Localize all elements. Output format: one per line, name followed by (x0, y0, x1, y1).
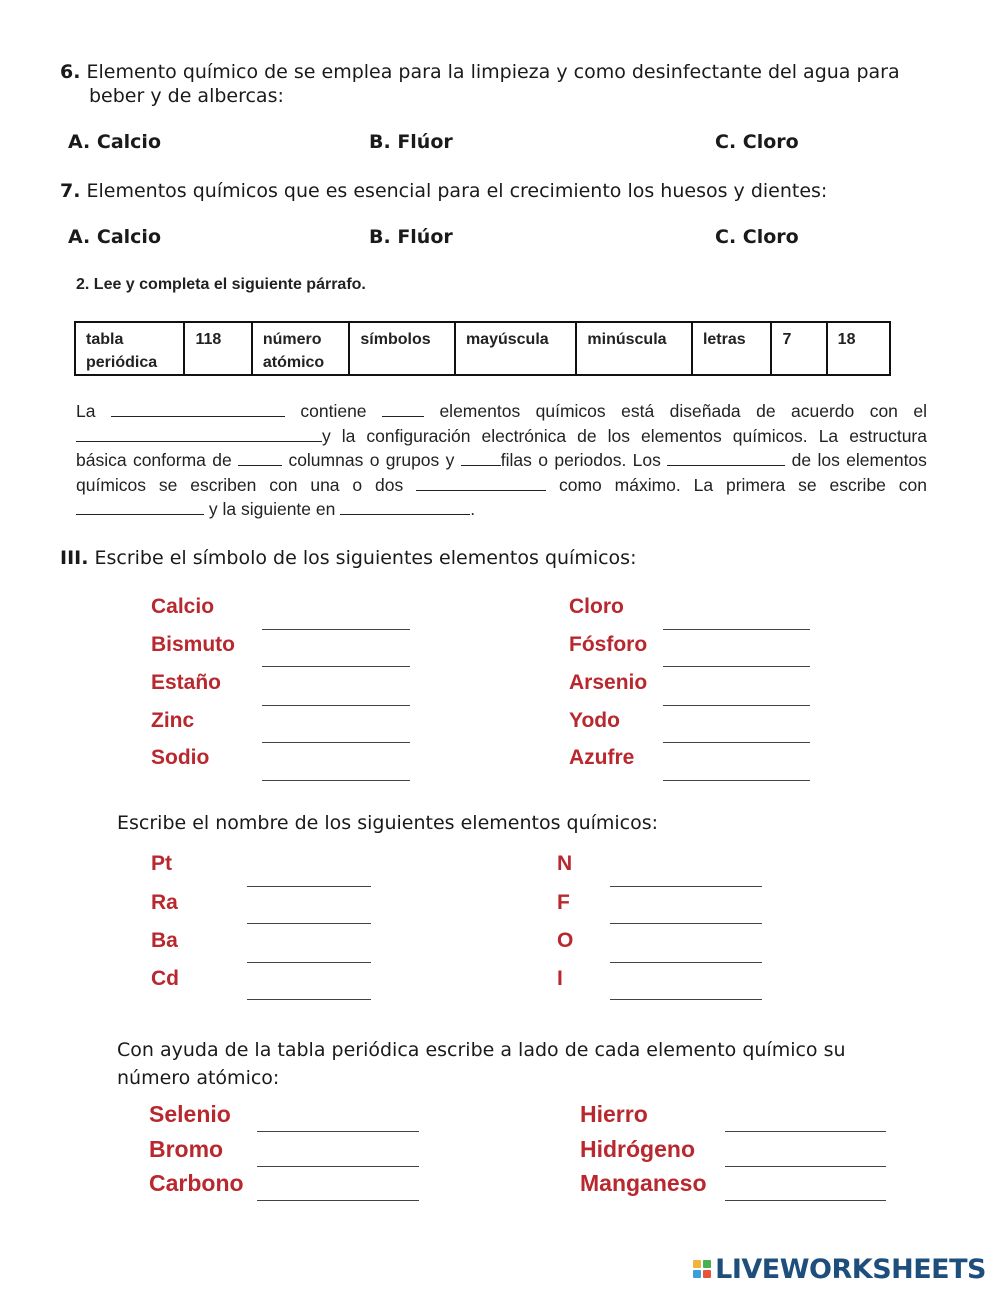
answer-line[interactable] (247, 886, 371, 887)
question-text: Elemento químico de se emplea para la limpieza y como desinfectante del agua para (86, 61, 900, 83)
question-7 (60, 179, 827, 203)
word-bank-cell: mayúscula (455, 322, 576, 375)
answer-line[interactable] (725, 1131, 886, 1132)
answer-line[interactable] (663, 742, 810, 743)
answer-line[interactable] (610, 923, 762, 924)
answer-line[interactable] (262, 780, 410, 781)
answer-line[interactable] (247, 999, 371, 1000)
option-b[interactable]: B. Flúor (369, 226, 453, 248)
answer-line[interactable] (262, 666, 410, 667)
element-symbol: O (557, 929, 574, 952)
answer-line[interactable] (725, 1166, 886, 1167)
element-name: Hierro (580, 1101, 648, 1127)
option-a[interactable]: A. Calcio (68, 226, 161, 248)
blank-field[interactable] (667, 450, 785, 466)
element-name: Selenio (149, 1101, 231, 1127)
element-name: Zinc (151, 709, 195, 732)
option-a[interactable]: A. Calcio (68, 131, 161, 153)
word-bank-cell: 18 (827, 322, 890, 375)
element-name: Yodo (569, 709, 620, 732)
section-2-title: 2. Lee y completa el siguiente párrafo. (76, 276, 366, 293)
blank-field[interactable] (382, 401, 424, 417)
paragraph-text: de los elementos químicos se escriben con una o dos (76, 450, 927, 495)
answer-line[interactable] (663, 780, 810, 781)
element-symbol: Pt (151, 852, 172, 875)
paragraph-text: filas o periodos. Los (500, 450, 661, 470)
blank-field[interactable] (76, 426, 322, 442)
paragraph-text: como (558, 474, 602, 495)
paragraph-text: . (470, 499, 476, 519)
blank-field[interactable] (340, 499, 470, 515)
names-heading: Escribe el nombre de los siguientes elementos químicos: (117, 812, 659, 834)
blank-field[interactable] (238, 450, 282, 466)
blank-field[interactable] (111, 401, 285, 417)
section-numeral: III. (60, 547, 89, 569)
liveworksheets-logo (693, 1253, 986, 1285)
blank-field[interactable] (76, 499, 204, 515)
question-number: 6. (60, 61, 81, 83)
blank-field[interactable] (461, 450, 501, 466)
fill-paragraph (76, 399, 927, 522)
atomic-heading (117, 1036, 917, 1092)
answer-line[interactable] (610, 999, 762, 1000)
answer-line[interactable] (262, 705, 410, 706)
answer-line[interactable] (663, 705, 810, 706)
paragraph-text: máximo. La primera se escribe con (614, 474, 927, 495)
element-symbol: Ba (151, 929, 178, 952)
element-name: Carbono (149, 1170, 244, 1196)
paragraph-text: columnas o grupos y (288, 450, 455, 470)
question-number: 7. (60, 180, 81, 202)
answer-line[interactable] (257, 1166, 419, 1167)
logo-mark-icon (693, 1260, 711, 1278)
element-name: Fósforo (569, 633, 648, 656)
answer-line[interactable] (247, 923, 371, 924)
element-symbol: F (557, 891, 570, 914)
element-name: Estaño (151, 671, 222, 694)
element-name: Manganeso (580, 1170, 707, 1196)
answer-line[interactable] (247, 962, 371, 963)
paragraph-text: y la siguiente en (208, 499, 336, 519)
logo-square (703, 1260, 711, 1268)
option-b[interactable]: B. Flúor (369, 131, 453, 153)
element-name: Azufre (569, 746, 635, 769)
answer-line[interactable] (610, 962, 762, 963)
option-c[interactable]: C. Cloro (715, 131, 799, 153)
answer-line[interactable] (610, 886, 762, 887)
answer-line[interactable] (257, 1200, 419, 1201)
word-bank-cell: 118 (184, 322, 251, 375)
element-name: Bismuto (151, 633, 235, 656)
logo-square (693, 1260, 701, 1268)
answer-line[interactable] (257, 1131, 419, 1132)
paragraph-text: estructura básica conforma de (76, 425, 927, 470)
element-name: Arsenio (569, 671, 648, 694)
element-symbol: I (557, 967, 563, 990)
element-name: Hidrógeno (580, 1136, 695, 1162)
element-name: Calcio (151, 595, 215, 618)
word-bank-cell: minúscula (576, 322, 692, 375)
element-symbol: Ra (151, 891, 178, 914)
logo-square (703, 1270, 711, 1278)
word-bank-cell: símbolos (349, 322, 455, 375)
word-bank-cell: tabla periódica (75, 322, 184, 375)
element-name: Cloro (569, 595, 624, 618)
atomic-heading-line: número atómico: (117, 1067, 280, 1089)
logo-square (693, 1270, 701, 1278)
option-c[interactable]: C. Cloro (715, 226, 799, 248)
element-name: Sodio (151, 746, 210, 769)
answer-line[interactable] (262, 629, 410, 630)
word-bank-cell: número atómico (252, 322, 350, 375)
answer-line[interactable] (262, 742, 410, 743)
answer-line[interactable] (663, 666, 810, 667)
element-symbol: N (557, 852, 573, 875)
word-bank-cell: letras (692, 322, 772, 375)
answer-line[interactable] (663, 629, 810, 630)
element-symbol: Cd (151, 967, 179, 990)
section-title: Escribe el símbolo de los siguientes elementos químicos: (94, 547, 637, 569)
paragraph-text: La (76, 401, 96, 421)
word-bank-cell: 7 (771, 322, 826, 375)
question-text-cont: beber y de albercas: (89, 85, 284, 107)
question-6 (60, 60, 942, 108)
blank-field[interactable] (416, 475, 546, 491)
logo-text: LIVEWORKSHEETS (715, 1253, 986, 1285)
answer-line[interactable] (725, 1200, 886, 1201)
paragraph-text: y la configuración electrónica de los elementos químicos. La (322, 425, 839, 446)
element-name: Bromo (149, 1136, 224, 1162)
paragraph-text: elementos químicos está diseñada de acuerdo con el (439, 401, 927, 421)
question-text: Elementos químicos que es esencial para el crecimiento los huesos y dientes: (86, 180, 828, 202)
word-bank (74, 321, 891, 376)
atomic-heading-line: Con ayuda de la tabla periódica escribe a lado de cada elemento químico su (117, 1039, 846, 1061)
section-3-heading (60, 546, 637, 570)
paragraph-text: contiene (300, 401, 367, 421)
